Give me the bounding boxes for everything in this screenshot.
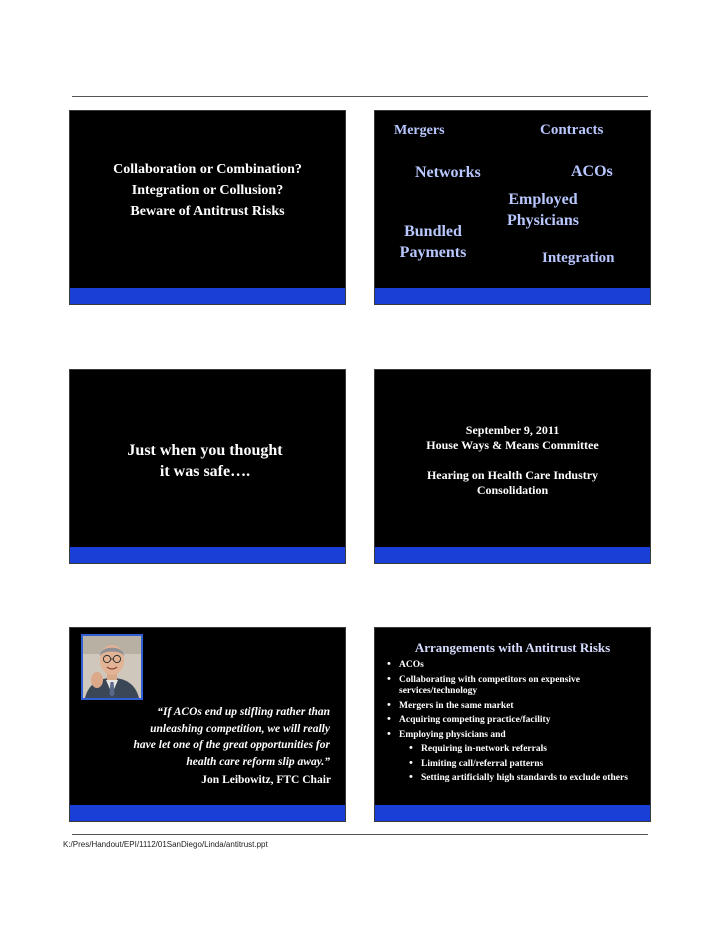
- slide-1-footer-bar: [70, 288, 345, 304]
- word-acos: ACOs: [571, 163, 613, 180]
- quote-line-1: “If ACOs end up stifling rather than: [157, 706, 330, 718]
- slide-2-footer-bar: [375, 288, 650, 304]
- slide-5-footer-bar: [70, 805, 345, 821]
- list-item: • ACOs: [385, 660, 640, 672]
- slide-4: [374, 369, 651, 564]
- portrait-photo: [81, 634, 143, 700]
- hearing-date: September 9, 2011: [465, 423, 560, 437]
- slide-4-footer-bar: [375, 547, 650, 563]
- slide-3-footer-bar: [70, 547, 345, 563]
- quote-attribution: Jon Leibowitz, FTC Chair: [201, 774, 331, 786]
- slide-1-line-1: Collaboration or Combination?: [113, 162, 302, 177]
- slide-5: [69, 627, 346, 822]
- antitrust-risk-list: [385, 660, 640, 788]
- word-bundled: Bundled: [404, 223, 462, 240]
- sub-list-item: • Limiting call/referral patterns: [385, 759, 640, 771]
- list-item: • Employing physicians and: [385, 730, 640, 742]
- slide-6-footer-bar: [375, 805, 650, 821]
- word-payments: Payments: [399, 244, 467, 261]
- slide-1: [69, 110, 346, 305]
- bottom-divider: [72, 834, 648, 835]
- slide-6: [374, 627, 651, 822]
- quote-line-4: health care reform slip away.”: [186, 755, 330, 768]
- word-integration: Integration: [542, 250, 615, 266]
- hearing-title-line-1: Hearing on Health Care Industry: [426, 468, 599, 482]
- word-employed: Employed: [508, 191, 578, 208]
- slide-3-line-2: it was safe….: [159, 463, 251, 480]
- hearing-title-line-2: Consolidation: [476, 483, 549, 497]
- word-employed-physicians: [501, 189, 585, 231]
- slide-6-title: Arrangements with Antitrust Risks: [414, 640, 611, 655]
- hearing-committee: House Ways & Means Committee: [426, 438, 599, 452]
- slide-1-line-2: Integration or Collusion?: [131, 183, 284, 198]
- slide-3-message: [100, 440, 310, 482]
- word-physicians: Physicians: [506, 212, 579, 229]
- quote-line-2: unleashing competition, we will really: [150, 722, 330, 735]
- sub-list-item: • Requiring in-network referrals: [385, 744, 640, 756]
- list-item: • Collaborating with competitors on expensive services/technology: [385, 675, 640, 698]
- slide-1-line-3: Beware of Antitrust Risks: [130, 204, 285, 219]
- portrait-image: [83, 636, 141, 698]
- slide-3: [69, 369, 346, 564]
- list-item: • Mergers in the same market: [385, 701, 640, 713]
- ftc-quote: [90, 704, 330, 770]
- word-bundled-payments: [395, 221, 471, 263]
- word-networks: Networks: [415, 164, 481, 181]
- word-mergers: Mergers: [394, 123, 445, 138]
- slide-1-heading: [70, 159, 345, 222]
- slide-3-line-1: Just when you thought: [127, 442, 283, 459]
- word-contracts: Contracts: [540, 122, 604, 138]
- slide-2: [374, 110, 651, 305]
- slide-4-hearing-info: [395, 423, 630, 498]
- sub-list-item: • Setting artificially high standards to exclude others: [385, 773, 640, 785]
- list-item: • Acquiring competing practice/facility: [385, 715, 640, 727]
- file-path: K:/Pres/Handout/EPI/1112/01SanDiego/Linda/antitrust.ppt: [63, 840, 268, 849]
- top-divider: [72, 96, 648, 97]
- quote-line-3: have let one of the great opportunities for: [133, 739, 330, 751]
